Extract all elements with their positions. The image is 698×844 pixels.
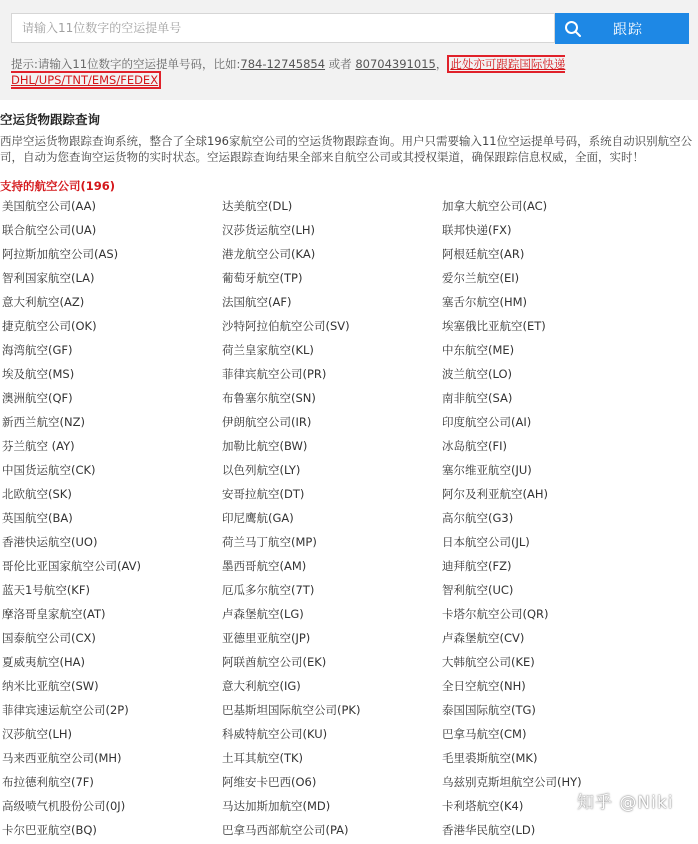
airline-link[interactable]: 美国航空公司(AA) xyxy=(2,199,97,213)
airline-link[interactable]: 迪拜航空(FZ) xyxy=(442,559,512,573)
airline-link[interactable]: 菲律宾航空公司(PR) xyxy=(222,367,327,381)
airline-link[interactable]: 泰国国际航空(TG) xyxy=(442,703,536,717)
airline-link[interactable]: 卢森堡航空(LG) xyxy=(222,607,304,621)
airline-link[interactable]: 卡塔尔航空公司(QR) xyxy=(442,607,549,621)
airline-link[interactable]: 巴拿马西部航空公司(PA) xyxy=(222,823,349,837)
airline-link[interactable]: 卢森堡航空(CV) xyxy=(442,631,525,645)
airline-link[interactable]: 捷克航空公司(OK) xyxy=(2,319,97,333)
airline-link[interactable]: 海湾航空(GF) xyxy=(2,343,73,357)
airline-link[interactable]: 土耳其航空(TK) xyxy=(222,751,304,765)
airline-link[interactable]: 意大利航空(IG) xyxy=(222,679,301,693)
airline-link[interactable]: 安哥拉航空(DT) xyxy=(222,487,305,501)
airline-link[interactable]: 伊朗航空公司(IR) xyxy=(222,415,312,429)
track-button-label: 跟踪 xyxy=(613,20,643,37)
tracking-number-input[interactable] xyxy=(11,13,555,43)
airline-link[interactable]: 毛里裘斯航空(MK) xyxy=(442,751,538,765)
airline-link[interactable]: 爱尔兰航空(EI) xyxy=(442,271,520,285)
airline-link[interactable]: 国泰航空公司(CX) xyxy=(2,631,96,645)
airline-link[interactable]: 香港华民航空(LD) xyxy=(442,823,536,837)
airline-link[interactable]: 科威特航空公司(KU) xyxy=(222,727,328,741)
airline-link[interactable]: 摩洛哥皇家航空(AT) xyxy=(2,607,106,621)
airline-link[interactable]: 阿尔及利亚航空(AH) xyxy=(442,487,548,501)
page-title: 空运货物跟踪查询 xyxy=(0,112,101,127)
supported-airlines-heading: 支持的航空公司(196) xyxy=(0,179,116,193)
airline-link[interactable]: 印度航空公司(AI) xyxy=(442,415,532,429)
hint-or: 或者 xyxy=(325,57,356,71)
search-hint xyxy=(11,56,691,88)
hint-separator: ， xyxy=(435,57,448,71)
airline-link[interactable]: 印尼鹰航(GA) xyxy=(222,511,294,525)
airline-link[interactable]: 亚德里亚航空(JP) xyxy=(222,631,311,645)
airline-link[interactable]: 中东航空(ME) xyxy=(442,343,515,357)
example-number-1[interactable]: 784-12745854 xyxy=(240,57,326,71)
track-button[interactable] xyxy=(555,13,689,44)
airline-link[interactable]: 北欧航空(SK) xyxy=(2,487,72,501)
hint-prefix: 提示:请输入11位数字的空运提单号码，比如: xyxy=(11,57,241,71)
airline-link[interactable]: 布拉德利航空(7F) xyxy=(2,775,94,789)
airline-link[interactable]: 卡利塔航空(K4) xyxy=(442,799,524,813)
airline-link[interactable]: 波兰航空(LO) xyxy=(442,367,513,381)
airline-link[interactable]: 中国货运航空(CK) xyxy=(2,463,96,477)
airline-link[interactable]: 哥伦比亚国家航空公司(AV) xyxy=(2,559,141,573)
airline-link[interactable]: 埃及航空(MS) xyxy=(2,367,75,381)
airline-link[interactable]: 阿拉斯加航空公司(AS) xyxy=(2,247,119,261)
airline-link[interactable]: 卡尔巴亚航空(BQ) xyxy=(2,823,97,837)
airline-link[interactable]: 菲律宾速运航空公司(2P) xyxy=(2,703,129,717)
airline-link[interactable]: 加拿大航空公司(AC) xyxy=(442,199,548,213)
airline-link[interactable]: 夏威夷航空(HA) xyxy=(2,655,85,669)
airline-link[interactable]: 马来西亚航空公司(MH) xyxy=(2,751,122,765)
airline-link[interactable]: 冰岛航空(FI) xyxy=(442,439,507,453)
airline-link[interactable]: 阿根廷航空(AR) xyxy=(442,247,525,261)
airline-link[interactable]: 以色列航空(LY) xyxy=(222,463,301,477)
airline-link[interactable]: 葡萄牙航空(TP) xyxy=(222,271,303,285)
airline-link[interactable]: 达美航空(DL) xyxy=(222,199,293,213)
airline-link[interactable]: 联邦快递(FX) xyxy=(442,223,512,237)
airline-list xyxy=(2,196,692,844)
airline-link[interactable]: 阿维安卡巴西(O6) xyxy=(222,775,317,789)
airline-link[interactable]: 塞尔维亚航空(JU) xyxy=(442,463,532,477)
example-number-2[interactable]: 80704391015 xyxy=(355,57,436,71)
airline-link[interactable]: 巴基斯坦国际航空公司(PK) xyxy=(222,703,361,717)
airline-link[interactable]: 全日空航空(NH) xyxy=(442,679,526,693)
airline-link[interactable]: 南非航空(SA) xyxy=(442,391,513,405)
airline-link[interactable]: 香港快运航空(UO) xyxy=(2,535,98,549)
airline-link[interactable]: 英国航空(BA) xyxy=(2,511,73,525)
airline-link[interactable]: 高尔航空(G3) xyxy=(442,511,514,525)
express-tracking-link[interactable]: 此处亦可跟踪国际快递DHL/UPS/TNT/EMS/FEDEX xyxy=(11,57,566,87)
airline-link[interactable]: 沙特阿拉伯航空公司(SV) xyxy=(222,319,350,333)
airline-link[interactable]: 大韩航空公司(KE) xyxy=(442,655,535,669)
airline-link[interactable]: 日本航空公司(JL) xyxy=(442,535,530,549)
airline-link[interactable]: 澳洲航空(QF) xyxy=(2,391,73,405)
airline-link[interactable]: 巴拿马航空(CM) xyxy=(442,727,527,741)
search-icon xyxy=(555,13,591,44)
airline-link[interactable]: 汉莎航空(LH) xyxy=(2,727,73,741)
airline-link[interactable]: 荷兰马丁航空(MP) xyxy=(222,535,317,549)
airline-link[interactable]: 新西兰航空(NZ) xyxy=(2,415,85,429)
airline-link[interactable]: 联合航空公司(UA) xyxy=(2,223,97,237)
airline-link[interactable]: 法国航空(AF) xyxy=(222,295,292,309)
airline-link[interactable]: 乌兹别克斯坦航空公司(HY) xyxy=(442,775,582,789)
airline-link[interactable]: 港龙航空公司(KA) xyxy=(222,247,316,261)
airline-link[interactable]: 加勒比航空(BW) xyxy=(222,439,308,453)
airline-link[interactable]: 埃塞俄比亚航空(ET) xyxy=(442,319,546,333)
search-bar-area xyxy=(0,0,698,100)
airline-link[interactable]: 汉莎货运航空(LH) xyxy=(222,223,316,237)
airline-link[interactable]: 布鲁塞尔航空(SN) xyxy=(222,391,316,405)
intro-text: 西岸空运货物跟踪查询系统，整合了全球196家航空公司的空运货物跟踪查询。用户只需要输入11位空运提单号码，系统自动识别航空公司，自动为您查询空运货物的实时状态。空运跟踪查询结果全部来自航空公司或其授权渠道，确保跟踪信息权威，全面，实时！ xyxy=(0,134,693,164)
airline-link[interactable]: 高级喷气机股份公司(0J) xyxy=(2,799,126,813)
airline-link[interactable]: 马达加斯加航空(MD) xyxy=(222,799,331,813)
airline-link[interactable]: 墨西哥航空(AM) xyxy=(222,559,307,573)
airline-link[interactable]: 纳米比亚航空(SW) xyxy=(2,679,99,693)
airline-link[interactable]: 智利国家航空(LA) xyxy=(2,271,95,285)
watermark: 知乎 @Niki xyxy=(577,793,674,813)
airline-link[interactable]: 塞舌尔航空(HM) xyxy=(442,295,528,309)
airline-link[interactable]: 智利航空(UC) xyxy=(442,583,514,597)
airline-link[interactable]: 蓝天1号航空(KF) xyxy=(2,583,90,597)
airline-link[interactable]: 厄瓜多尔航空(7T) xyxy=(222,583,315,597)
airline-link[interactable]: 芬兰航空 (AY) xyxy=(2,439,75,453)
airline-link[interactable]: 意大利航空(AZ) xyxy=(2,295,85,309)
airline-link[interactable]: 阿联酋航空公司(EK) xyxy=(222,655,327,669)
airline-link[interactable]: 荷兰皇家航空(KL) xyxy=(222,343,314,357)
